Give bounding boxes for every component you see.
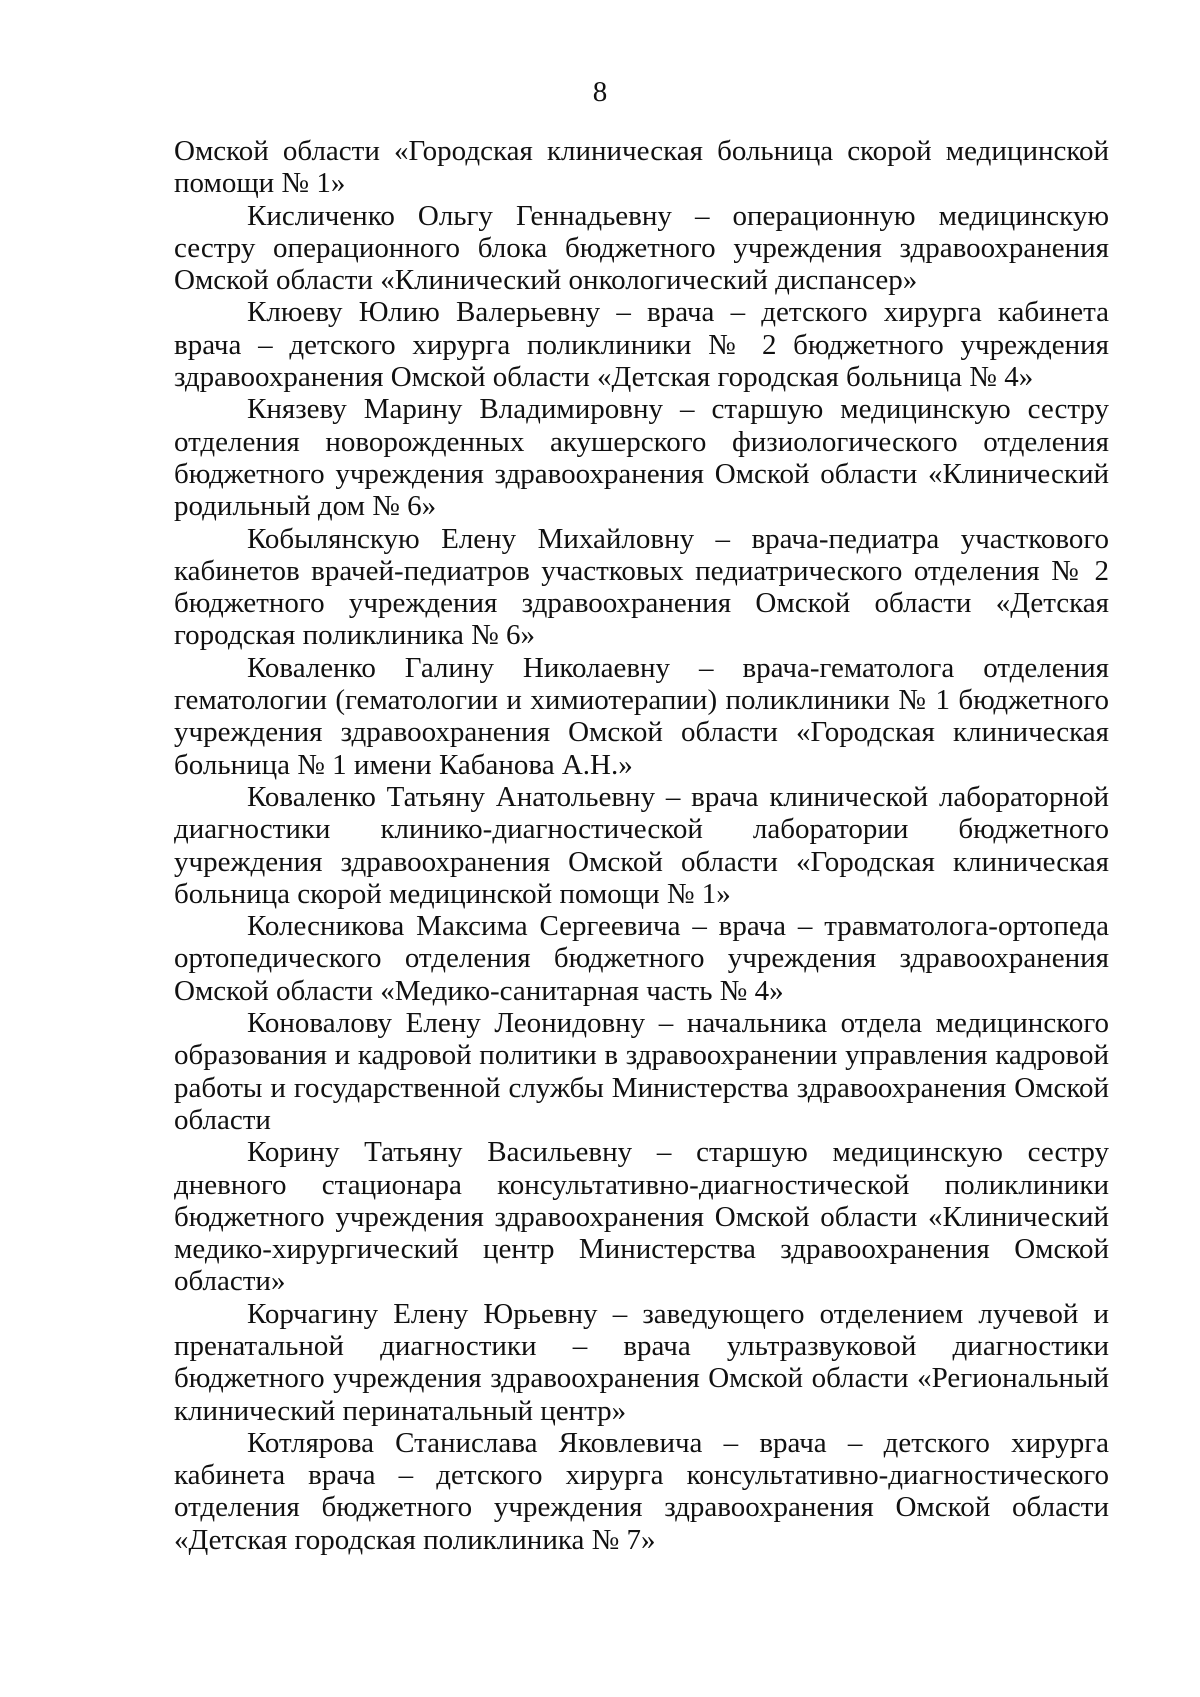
paragraph-kotlyarov: Котлярова Станислава Яковлевича – врача – детского хирурга кабинета врача – детского хирурга консультативно-диагностического отделения бюджетного учреждения здравоохранения Омской области «Детская городская поликлиника № 7» (174, 1426, 1109, 1556)
paragraph-knyazeva: Князеву Марину Владимировну – старшую медицинскую сестру отделения новорожденных акушерского физиологического отделения бюджетного учреждения здравоохранения Омской области «Клинический родильный дом № 6» (174, 393, 1109, 523)
paragraph-konovalova: Коновалову Елену Леонидовну – начальника отдела медицинского образования и кадровой политики в здравоохранении управления кадровой работы и государственной службы Министерства здравоохранения Омской области (174, 1007, 1109, 1136)
paragraph-continuation: Омской области «Городская клиническая больница скорой медицинской помощи № 1» (174, 135, 1109, 200)
document-body (174, 135, 1109, 1556)
paragraph-korchagina: Корчагину Елену Юрьевну – заведующего отделением лучевой и пренатальной диагностики – врача ультразвуковой диагностики бюджетного учреждения здравоохранения Омской области «Региональный клинический перинатальный центр» (174, 1297, 1109, 1427)
paragraph-korina: Корину Татьяну Васильевну – старшую медицинскую сестру дневного стационара консультативно-диагностической поликлиники бюджетного учреждения здравоохранения Омской области «Клинический медико-хирургический центр Министерства здравоохранения Омской области» (174, 1136, 1109, 1298)
paragraph-klyueva: Клюеву Юлию Валерьевну – врача – детского хирурга кабинета врача – детского хирурга поликлиники № 2 бюджетного учреждения здравоохранения Омской области «Детская городская больница № 4» (174, 296, 1109, 394)
page-number: 8 (592, 76, 608, 108)
paragraph-kolesnikov: Колесникова Максима Сергеевича – врача – травматолога-ортопеда ортопедического отделения бюджетного учреждения здравоохранения Омской области «Медико-санитарная часть № 4» (174, 910, 1109, 1007)
paragraph-kobylyanskaya: Кобылянскую Елену Михайловну – врача-педиатра участкового кабинетов врачей-педиатров участковых педиатрического отделения № 2 бюджетного учреждения здравоохранения Омской области «Детская городская поликлиника № 6» (174, 522, 1109, 652)
paragraph-kislichenko: Кисличенко Ольгу Геннадьевну – операционную медицинскую сестру операционного блока бюджетного учреждения здравоохранения Омской области «Клинический онкологический диспансер» (174, 199, 1109, 297)
paragraph-kovalenko-galina: Коваленко Галину Николаевну – врача-гематолога отделения гематологии (гематологии и химиотерапии) поликлиники № 1 бюджетного учреждения здравоохранения Омской области «Городская клиническая больница № 1 имени Кабанова А.Н.» (174, 651, 1109, 781)
paragraph-kovalenko-tatyana: Коваленко Татьяну Анатольевну – врача клинической лабораторной диагностики клинико-диагностической лаборатории бюджетного учреждения здравоохранения Омской области «Городская клиническая больница скорой медицинской помощи № 1» (174, 780, 1109, 910)
